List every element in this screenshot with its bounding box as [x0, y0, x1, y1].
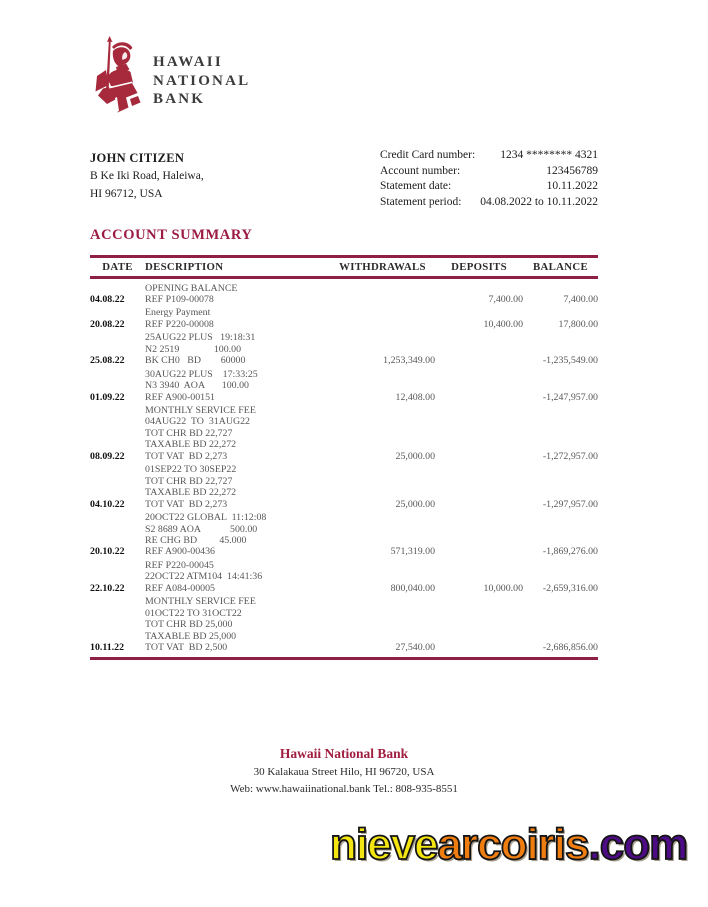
transaction-group: [90, 560, 598, 594]
credit-card-number-value: 1234 ******** 4321: [500, 149, 598, 161]
cell-balance: [523, 476, 598, 487]
cell-date: [90, 524, 145, 535]
cell-deposits: [435, 499, 523, 510]
cell-withdrawals: 12,408.00: [395, 391, 435, 403]
header-balance: BALANCE: [533, 260, 588, 273]
cell-balance: [523, 283, 598, 294]
cell-balance: [523, 571, 598, 582]
watermark: [330, 820, 687, 870]
table-row: [90, 344, 598, 355]
transaction-group: [90, 283, 598, 306]
cell-withdrawals: [330, 344, 435, 355]
watermark-segment: nieve: [330, 820, 438, 869]
cell-description: MONTHLY SERVICE FEE: [145, 405, 256, 417]
cell-withdrawals: [330, 571, 435, 582]
cell-date: 22.10.22: [90, 582, 125, 594]
header-withdrawals: WITHDRAWALS: [339, 260, 426, 273]
cell-balance: [523, 619, 598, 630]
cell-deposits: [435, 416, 523, 427]
header-description: DESCRIPTION: [145, 260, 224, 273]
cell-balance: [523, 596, 598, 607]
cell-date: [90, 332, 145, 343]
cell-date: [90, 560, 145, 571]
cell-description: REF A084-00005: [145, 582, 215, 594]
cell-balance: [523, 332, 598, 343]
cell-withdrawals: [330, 535, 435, 546]
cell-description: RE CHG BD 45.000: [145, 535, 247, 547]
cell-withdrawals: [330, 524, 435, 535]
cell-date: 20.08.22: [90, 318, 125, 330]
cell-deposits: [435, 524, 523, 535]
customer-name: JOHN CITIZEN: [90, 151, 185, 165]
cell-description: REF P220-00045: [145, 559, 214, 571]
cell-withdrawals: [330, 596, 435, 607]
cell-withdrawals: [330, 332, 435, 343]
cell-balance: -1,247,957.00: [542, 391, 598, 403]
table-row: [90, 546, 598, 557]
cell-balance: [523, 439, 598, 450]
table-row: [90, 571, 598, 582]
cell-balance: [523, 560, 598, 571]
cell-description: TOT VAT BD 2,273: [145, 498, 228, 510]
cell-date: 04.08.22: [90, 293, 125, 305]
table-row: [90, 631, 598, 642]
cell-deposits: [435, 355, 523, 366]
transaction-group: [90, 596, 598, 653]
cell-balance: [523, 487, 598, 498]
cell-deposits: [435, 283, 523, 294]
cell-deposits: [435, 369, 523, 380]
table-row: [90, 369, 598, 380]
table-row: [90, 596, 598, 607]
cell-description: TAXABLE BD 22,272: [145, 439, 237, 451]
cell-balance: -1,297,957.00: [542, 498, 598, 510]
warrior-icon: [86, 36, 144, 118]
customer-address-line1: B Ke Iki Road, Haleiwa,: [90, 170, 204, 182]
statement-period-row: [380, 196, 598, 212]
cell-date: [90, 369, 145, 380]
cell-deposits: [435, 476, 523, 487]
cell-description: BK CH0 BD 60000: [145, 355, 246, 367]
statement-date-value: 10.11.2022: [546, 180, 598, 193]
table-row: [90, 283, 598, 294]
cell-description: TOT CHR BD 22,727: [145, 475, 233, 487]
cell-deposits: [435, 392, 523, 403]
cell-date: 01.09.22: [90, 391, 125, 403]
cell-description: REF A900-00151: [145, 391, 215, 403]
cell-deposits: [435, 535, 523, 546]
cell-withdrawals: 27,540.00: [395, 642, 435, 654]
table-row: [90, 583, 598, 594]
cell-balance: [523, 416, 598, 427]
cell-withdrawals: 800,040.00: [390, 582, 435, 594]
table-row: [90, 642, 598, 653]
table-row: [90, 499, 598, 510]
footer-contact: Web: www.hawaiinational.bank Tel.: 808-935-8551: [230, 783, 458, 795]
cell-description: Energy Payment: [145, 307, 211, 319]
table-row: [90, 524, 598, 535]
cell-date: [90, 307, 145, 318]
cell-balance: 7,400.00: [563, 293, 598, 305]
cell-balance: -2,686,856.00: [542, 642, 598, 654]
cell-balance: [523, 369, 598, 380]
cell-deposits: [435, 451, 523, 462]
watermark-segment: arcoiris: [437, 820, 589, 869]
cell-deposits: [435, 439, 523, 450]
cell-description: 22OCT22 ATM104 14:41:36: [145, 571, 263, 583]
customer-address-line2: HI 96712, USA: [90, 188, 163, 200]
transaction-group: [90, 332, 598, 366]
cell-withdrawals: [330, 369, 435, 380]
cell-balance: [523, 344, 598, 355]
cell-deposits: 10,000.00: [483, 582, 523, 594]
cell-description: TOT CHR BD 25,000: [145, 619, 233, 631]
statement-date-label: Statement date:: [380, 180, 452, 193]
cell-balance: [523, 524, 598, 535]
cell-withdrawals: 25,000.00: [395, 450, 435, 462]
cell-description: TAXABLE BD 22,272: [145, 487, 237, 499]
table-row: [90, 439, 598, 450]
customer-block: [90, 149, 204, 203]
account-number-value: 123456789: [546, 164, 598, 177]
cell-description: N3 3940 AOA 100.00: [145, 380, 249, 392]
cell-date: [90, 487, 145, 498]
bank-name-line1: HAWAII: [153, 54, 223, 70]
cell-balance: [523, 512, 598, 523]
table-row: [90, 619, 598, 630]
cell-withdrawals: [330, 476, 435, 487]
transaction-group: [90, 405, 598, 462]
cell-balance: -2,659,316.00: [542, 582, 598, 594]
cell-date: 25.08.22: [90, 355, 125, 367]
footer-bank-name: Hawaii National Bank: [279, 746, 409, 761]
cell-description: REF A900-00436: [145, 546, 215, 558]
cell-date: [90, 283, 145, 294]
cell-description: 04AUG22 TO 31AUG22: [145, 416, 250, 428]
cell-date: 08.09.22: [90, 450, 125, 462]
transaction-group: [90, 369, 598, 403]
cell-description: OPENING BALANCE: [145, 282, 238, 294]
cell-description: N2 2519 100.00: [145, 343, 242, 355]
statement-date-row: [380, 180, 598, 196]
cell-balance: [523, 608, 598, 619]
table-row: [90, 392, 598, 403]
cell-date: [90, 631, 145, 642]
cell-description: 01OCT22 TO 31OCT22: [145, 607, 242, 619]
cell-date: [90, 439, 145, 450]
cell-balance: [523, 405, 598, 416]
cell-date: [90, 596, 145, 607]
statement-info: [380, 149, 598, 211]
cell-withdrawals: [330, 307, 435, 318]
cell-date: [90, 535, 145, 546]
statement-period-label: Statement period:: [380, 195, 462, 208]
cell-withdrawals: 571,319.00: [390, 546, 435, 558]
cell-withdrawals: [330, 512, 435, 523]
cell-deposits: [435, 344, 523, 355]
cell-deposits: [435, 428, 523, 439]
cell-deposits: [435, 560, 523, 571]
cell-withdrawals: 1,253,349.00: [383, 355, 435, 367]
cell-balance: -1,869,276.00: [542, 546, 598, 558]
cell-date: [90, 380, 145, 391]
cell-withdrawals: [330, 428, 435, 439]
cell-withdrawals: [330, 294, 435, 305]
cell-deposits: [435, 332, 523, 343]
table-row: [90, 487, 598, 498]
credit-card-number-row: [380, 149, 598, 165]
table-row: [90, 294, 598, 305]
cell-deposits: [435, 512, 523, 523]
table-row: [90, 319, 598, 330]
cell-date: [90, 344, 145, 355]
cell-date: [90, 512, 145, 523]
table-row: [90, 535, 598, 546]
account-number-row: [380, 165, 598, 181]
cell-balance: [523, 535, 598, 546]
table-row: [90, 416, 598, 427]
account-number-label: Account number:: [380, 164, 461, 177]
cell-deposits: 10,400.00: [483, 318, 523, 330]
cell-balance: [523, 428, 598, 439]
cell-deposits: [435, 380, 523, 391]
cell-date: [90, 476, 145, 487]
cell-date: [90, 428, 145, 439]
credit-card-number-label: Credit Card number:: [380, 149, 476, 161]
transaction-group: [90, 464, 598, 510]
table-row: [90, 560, 598, 571]
table-row: [90, 332, 598, 343]
cell-balance: 17,800.00: [558, 318, 598, 330]
cell-date: [90, 464, 145, 475]
cell-withdrawals: [330, 608, 435, 619]
cell-date: [90, 608, 145, 619]
cell-deposits: [435, 307, 523, 318]
cell-description: 30AUG22 PLUS 17:33:25: [145, 368, 258, 380]
footer-address: 30 Kalakaua Street Hilo, HI 96720, USA: [253, 766, 435, 778]
cell-description: TOT VAT BD 2,273: [145, 450, 228, 462]
watermark-segment: .com: [588, 820, 688, 869]
cell-balance: [523, 380, 598, 391]
cell-withdrawals: [330, 560, 435, 571]
cell-description: REF P220-00008: [145, 318, 214, 330]
cell-withdrawals: [330, 405, 435, 416]
cell-date: [90, 416, 145, 427]
cell-withdrawals: [330, 416, 435, 427]
table-row: [90, 512, 598, 523]
table-row: [90, 380, 598, 391]
footer: [90, 744, 598, 798]
cell-date: [90, 619, 145, 630]
cell-description: TOT VAT BD 2,500: [145, 642, 228, 654]
table-row: [90, 428, 598, 439]
header-deposits: DEPOSITS: [451, 260, 507, 273]
cell-withdrawals: [330, 319, 435, 330]
table-header-row: [90, 255, 598, 279]
cell-date: 04.10.22: [90, 498, 125, 510]
cell-withdrawals: [330, 380, 435, 391]
cell-withdrawals: [330, 439, 435, 450]
cell-date: [90, 571, 145, 582]
cell-deposits: [435, 642, 523, 653]
cell-description: 25AUG22 PLUS 19:18:31: [145, 332, 256, 344]
account-summary-table: [90, 255, 598, 660]
table-row: [90, 355, 598, 366]
cell-deposits: [435, 608, 523, 619]
cell-description: REF P109-00078: [145, 293, 214, 305]
cell-date: 20.10.22: [90, 546, 125, 558]
cell-balance: -1,272,957.00: [542, 450, 598, 462]
cell-date: [90, 405, 145, 416]
cell-withdrawals: [330, 631, 435, 642]
cell-deposits: [435, 596, 523, 607]
cell-description: 01SEP22 TO 30SEP22: [145, 464, 237, 476]
cell-deposits: [435, 405, 523, 416]
cell-date: 10.11.22: [90, 642, 125, 654]
table-row: [90, 405, 598, 416]
cell-balance: [523, 464, 598, 475]
cell-balance: -1,235,549.00: [542, 355, 598, 367]
cell-withdrawals: [330, 619, 435, 630]
cell-deposits: [435, 546, 523, 557]
cell-description: MONTHLY SERVICE FEE: [145, 596, 256, 608]
header-date: DATE: [102, 260, 133, 273]
cell-description: TOT CHR BD 22,727: [145, 427, 233, 439]
bank-name-line3: BANK: [153, 91, 206, 107]
cell-deposits: [435, 487, 523, 498]
cell-withdrawals: [330, 464, 435, 475]
transaction-group: [90, 307, 598, 330]
cell-deposits: [435, 571, 523, 582]
table-row: [90, 464, 598, 475]
cell-description: 20OCT22 GLOBAL 11:12:08: [145, 512, 267, 524]
cell-description: S2 8689 AOA 500.00: [145, 523, 258, 535]
bank-name-lines: [153, 53, 250, 109]
statement-period-value: 04.08.2022 to 10.11.2022: [480, 195, 598, 208]
table-row: [90, 608, 598, 619]
cell-deposits: 7,400.00: [488, 293, 523, 305]
transaction-group: [90, 512, 598, 558]
cell-withdrawals: [330, 283, 435, 294]
table-row: [90, 451, 598, 462]
cell-deposits: [435, 631, 523, 642]
cell-balance: [523, 631, 598, 642]
section-title: ACCOUNT SUMMARY: [90, 227, 253, 243]
cell-withdrawals: 25,000.00: [395, 498, 435, 510]
cell-deposits: [435, 464, 523, 475]
cell-withdrawals: [330, 487, 435, 498]
bank-name-line2: NATIONAL: [153, 72, 251, 89]
bank-logo: [86, 36, 250, 118]
table-body: [90, 279, 598, 660]
cell-deposits: [435, 619, 523, 630]
table-row: [90, 307, 598, 318]
cell-balance: [523, 307, 598, 318]
cell-description: TAXABLE BD 25,000: [145, 630, 237, 642]
table-row: [90, 476, 598, 487]
